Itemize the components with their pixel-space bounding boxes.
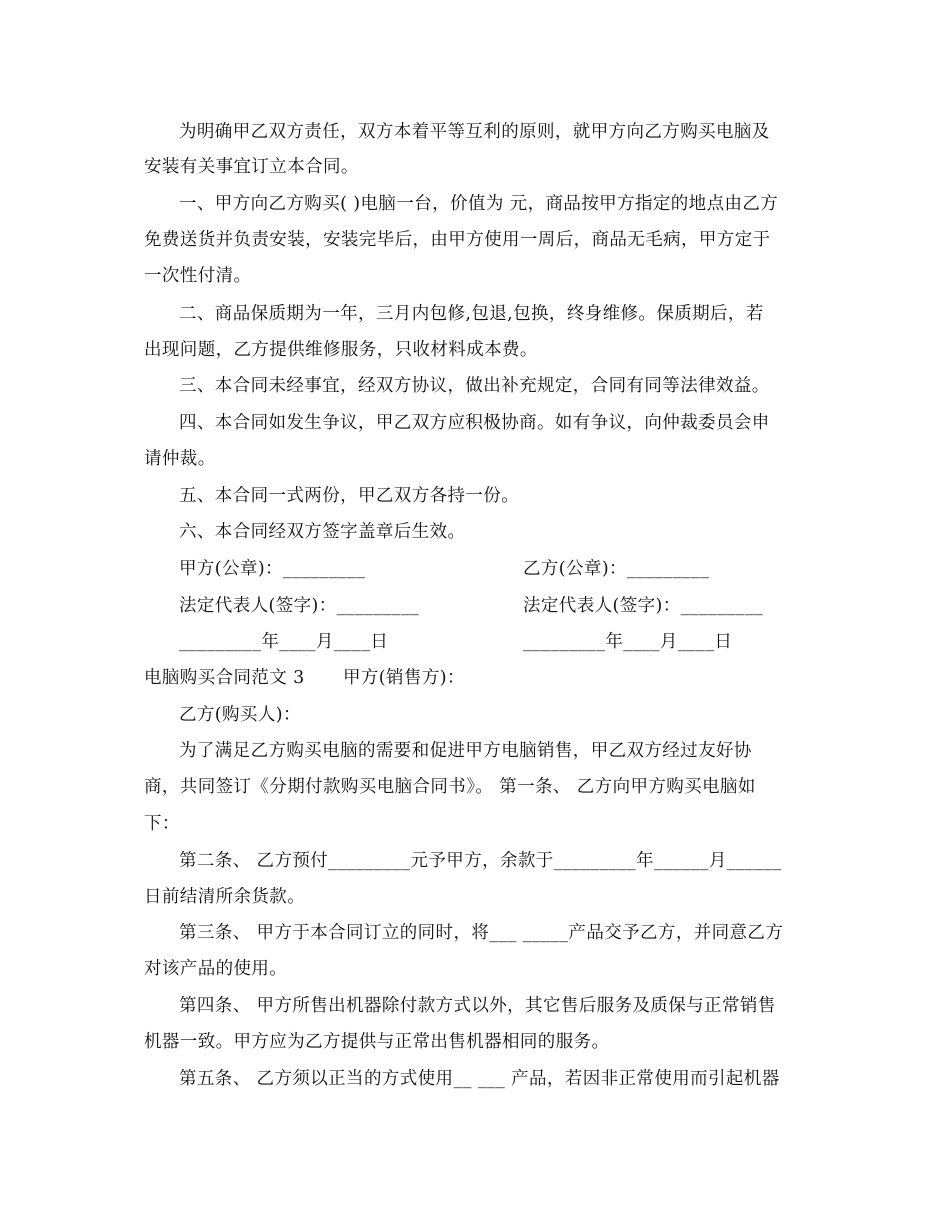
article-3-line-1: 第三条、 甲方于本合同订立的同时，将___ _____产品交予乙方，并同意乙方 [179,923,784,943]
party-a-date-field: _________年____月____日 [179,632,389,652]
intro-line-1: 为明确甲乙双方责任，双方本着平等互利的原则，就甲方向乙方购买电脑及 [179,122,770,142]
clause-6-line-1: 六、本合同经双方签字盖章后生效。 [179,522,466,542]
clause-2-line-2: 出现问题，乙方提供维修服务，只收材料成本费。 [144,340,538,360]
clause-1-line-1: 一、甲方向乙方购买( )电脑一台，价值为 元，商品按甲方指定的地点由乙方 [179,194,779,214]
clause-1-line-2: 免费送货并负责安装，安装完毕后，由甲方使用一周后，商品无毛病，甲方定于 [144,230,771,250]
clause-3-line-1: 三、本合同未经事宜，经双方协议，做出补充规定，合同有同等法律效益。 [179,376,770,396]
template-3-title: 电脑购买合同范文 3 [144,668,305,688]
article-2-line-2: 日前结清所余货款。 [144,887,306,907]
intro-line-2: 安装有关事宜订立本合同。 [144,157,359,177]
template-3-party-a: 甲方(销售方)： [343,668,465,688]
template-3-party-b: 乙方(购买人)： [179,705,301,725]
article-4-line-1: 第四条、 甲方所售出机器除付款方式以外，其它售后服务及质保与正常销售 [179,996,776,1016]
party-a-representative-field: 法定代表人(签字)：_________ [179,596,420,616]
clause-1-line-3: 一次性付清。 [144,266,252,286]
party-b-seal-field: 乙方(公章)：_________ [523,559,710,579]
party-b-representative-field: 法定代表人(签字)：_________ [523,596,764,616]
preamble-line-1: 为了满足乙方购买电脑的需要和促进甲方电脑销售，甲乙双方经过友好协 [179,741,752,761]
clause-2-line-1: 二、商品保质期为一年，三月内包修,包退,包换，终身维修。保质期后，若 [179,304,764,324]
preamble-line-3: 下： [144,814,180,834]
article-5-line-1: 第五条、 乙方须以正当的方式使用__ ___ 产品，若因非正常使用而引起机器 [179,1069,780,1089]
clause-4-line-1: 四、本合同如发生争议，甲乙双方应积极协商。如有争议，向仲裁委员会申 [179,413,770,433]
clause-5-line-1: 五、本合同一式两份，甲乙双方各持一份。 [179,486,520,506]
clause-4-line-2: 请仲裁。 [144,449,216,469]
party-b-date-field: _________年____月____日 [523,632,733,652]
party-a-seal-field: 甲方(公章)：_________ [179,559,366,579]
article-3-line-2: 对该产品的使用。 [144,959,288,979]
article-2-line-1: 第二条、 乙方预付_________元予甲方，余款于_________年______月______ [179,851,782,871]
preamble-line-2: 商，共同签订《分期付款购买电脑合同书》。 第一条、 乙方向甲方购买电脑如 [144,777,756,797]
article-4-line-2: 机器一致。甲方应为乙方提供与正常出售机器相同的服务。 [144,1032,610,1052]
